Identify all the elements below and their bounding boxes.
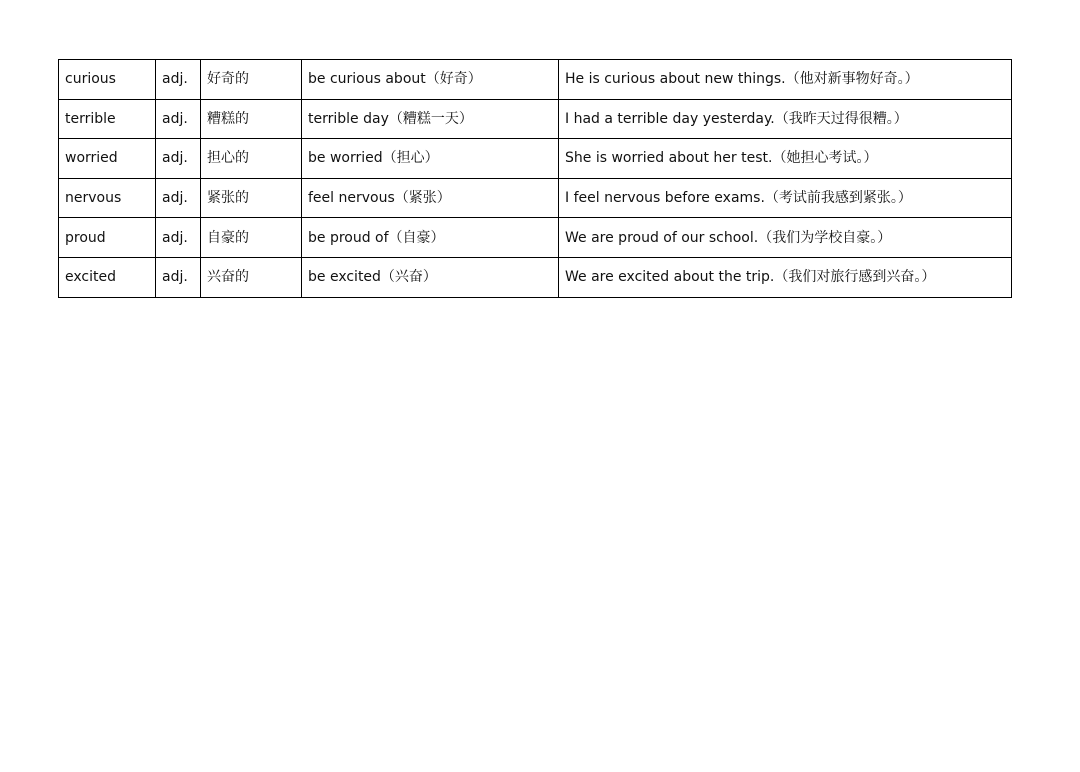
phrase-cell: be excited（兴奋） xyxy=(302,257,559,297)
phrase-cell: be curious about（好奇） xyxy=(302,60,559,100)
word-cell: nervous xyxy=(59,178,156,218)
example-cell: We are proud of our school.（我们为学校自豪。） xyxy=(559,218,1012,258)
phrase-cell: be proud of（自豪） xyxy=(302,218,559,258)
example-cell: She is worried about her test.（她担心考试。） xyxy=(559,139,1012,179)
table-row xyxy=(59,139,1012,179)
table-row xyxy=(59,257,1012,297)
meaning-cell: 兴奋的 xyxy=(201,257,302,297)
word-cell: proud xyxy=(59,218,156,258)
meaning-cell: 自豪的 xyxy=(201,218,302,258)
meaning-cell: 担心的 xyxy=(201,139,302,179)
word-cell: curious xyxy=(59,60,156,100)
part-of-speech-cell: adj. xyxy=(156,139,201,179)
word-cell: excited xyxy=(59,257,156,297)
meaning-cell: 紧张的 xyxy=(201,178,302,218)
part-of-speech-cell: adj. xyxy=(156,60,201,100)
vocabulary-table xyxy=(58,59,1012,298)
phrase-cell: be worried（担心） xyxy=(302,139,559,179)
example-cell: I feel nervous before exams.（考试前我感到紧张。） xyxy=(559,178,1012,218)
phrase-cell: feel nervous（紧张） xyxy=(302,178,559,218)
example-cell: I had a terrible day yesterday.（我昨天过得很糟。） xyxy=(559,99,1012,139)
part-of-speech-cell: adj. xyxy=(156,99,201,139)
part-of-speech-cell: adj. xyxy=(156,218,201,258)
table-row xyxy=(59,178,1012,218)
word-cell: worried xyxy=(59,139,156,179)
meaning-cell: 好奇的 xyxy=(201,60,302,100)
part-of-speech-cell: adj. xyxy=(156,257,201,297)
part-of-speech-cell: adj. xyxy=(156,178,201,218)
table-row xyxy=(59,99,1012,139)
table-row xyxy=(59,60,1012,100)
example-cell: We are excited about the trip.（我们对旅行感到兴奋。） xyxy=(559,257,1012,297)
meaning-cell: 糟糕的 xyxy=(201,99,302,139)
table-row xyxy=(59,218,1012,258)
word-cell: terrible xyxy=(59,99,156,139)
example-cell: He is curious about new things.（他对新事物好奇。） xyxy=(559,60,1012,100)
phrase-cell: terrible day（糟糕一天） xyxy=(302,99,559,139)
